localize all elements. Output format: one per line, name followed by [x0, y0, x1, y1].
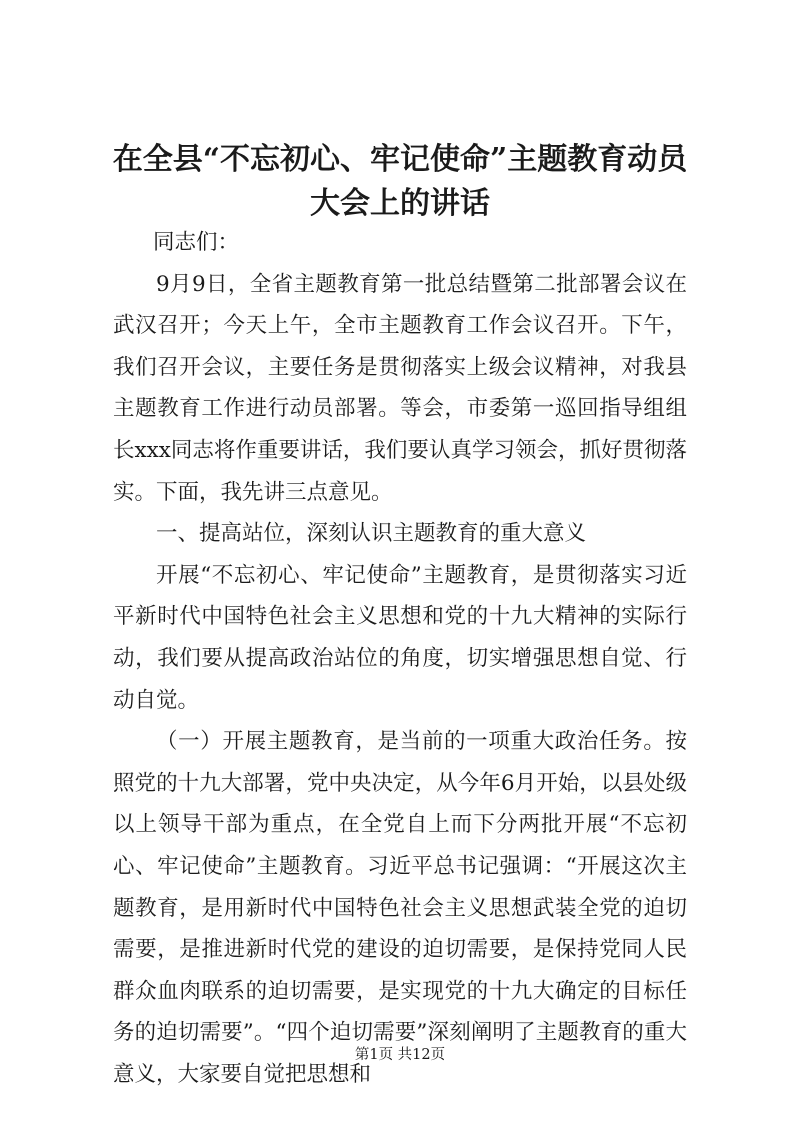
document-body [113, 222, 687, 1095]
paragraph-section-1-intro: 开展“不忘初心、牢记使命”主题教育，是贯彻落实习近平新时代中国特色社会主义思想和党的十九大精神的实际行动，我们要从提高政治站位的角度，切实增强思想自觉、行动自觉。 [113, 562, 687, 713]
paragraph-section-1-point-1: （一）开展主题教育，是当前的一项重大政治任务。按照党的十九大部署，党中央决定，从今年6月开始，以县处级以上领导干部为重点，在全党自上而下分两批开展“不忘初心、牢记使命”主题教育。习近平总书记强调：“开展这次主题教育，是用新时代中国特色社会主义思想武装全党的迫切需要，是推进新时代党的建设的迫切需要，是保持党同人民群众血肉联系的迫切需要，是实现党的十九大确定的目标任务的迫切需要”。“四个迫切需要”深刻阐明了主题教育的重大意义，大家要自觉把思想和 [113, 729, 687, 1087]
paragraph-opening: 9月9日，全省主题教育第一批总结暨第二批部署会议在武汉召开；今天上午，全市主题教育工作会议召开。下午，我们召开会议，主要任务是贯彻落实上级会议精神，对我县主题教育工作进行动员部署。等会，市委第一巡回指导组组长xxx同志将作重要讲话，我们要认真学习领会，抓好贯彻落实。下面，我先讲三点意见。 [113, 271, 687, 505]
section-heading-1: 一、提高站位，深刻认识主题教育的重大意义 [156, 521, 587, 547]
page-footer: 第1页 共12页 [354, 1047, 446, 1063]
title-line-2: 大会上的讲话 [310, 186, 490, 221]
document-title [100, 138, 700, 226]
salutation: 同志们： [153, 230, 240, 255]
title-line-1: 在全县“不忘初心、牢记使命”主题教育动员 [112, 142, 688, 177]
